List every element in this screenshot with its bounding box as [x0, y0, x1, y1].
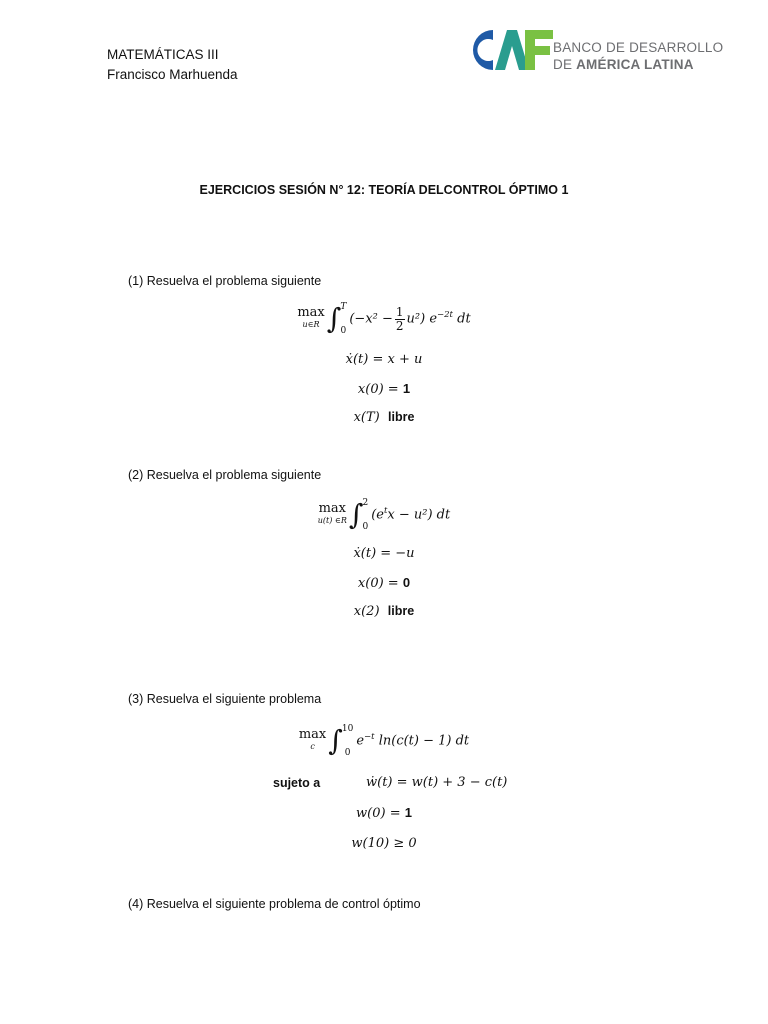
- subject-to-label: sujeto a: [273, 776, 321, 790]
- bank-name-prefix: DE: [553, 57, 577, 72]
- condition-rhs: 1: [404, 805, 412, 820]
- caf-logo-mark: [455, 24, 555, 76]
- course-title: MATEMÁTICAS III: [107, 47, 219, 62]
- fraction-denominator: 2: [395, 318, 404, 333]
- fraction: [395, 306, 405, 333]
- condition-rhs: libre: [388, 410, 415, 424]
- condition-rhs: libre: [387, 604, 415, 618]
- max-word: max: [318, 501, 347, 516]
- bank-name-line2: [553, 57, 694, 72]
- condition-lhs: x(2): [353, 604, 380, 619]
- max-operator: [297, 307, 324, 331]
- upper-limit: T: [340, 302, 347, 312]
- condition-lhs: w(0) =: [356, 806, 405, 821]
- integral-limits: [362, 498, 368, 532]
- problem-3-objective: [0, 724, 768, 758]
- page-title: EJERCICIOS SESIÓN N° 12: TEORÍA DELCONTROL ÓPTIMO 1: [199, 183, 569, 197]
- condition-rhs: 1: [402, 381, 411, 396]
- integrand-part: u²) e: [406, 311, 438, 327]
- max-subscript: u(t) ∈R: [317, 516, 347, 525]
- condition-lhs: x(T): [353, 410, 380, 425]
- max-operator: [299, 729, 326, 753]
- integral-sign: ∫: [328, 724, 343, 757]
- author-name: Francisco Marhuenda: [107, 67, 238, 82]
- upper-limit: 2: [362, 498, 369, 508]
- integral-sign: ∫: [348, 498, 364, 531]
- max-word: max: [297, 305, 325, 320]
- bank-name-line1: BANCO DE DESARROLLO: [553, 40, 724, 55]
- problem-1-label: (1) Resuelva el problema siguiente: [128, 274, 322, 288]
- integral-sign: ∫: [326, 302, 342, 335]
- problem-3-label: (3) Resuelva el siguiente problema: [128, 692, 322, 706]
- condition-rhs: 0: [402, 575, 411, 590]
- caf-logo: [455, 24, 724, 76]
- condition-lhs: x(0) =: [357, 576, 403, 591]
- upper-limit: 10: [341, 724, 354, 734]
- integrand-part: x − u²) dt: [387, 507, 451, 523]
- problem-2-initial-condition: [0, 575, 768, 591]
- problem-1-initial-condition: [0, 381, 768, 397]
- problem-4-label: (4) Resuelva el siguiente problema de control óptimo: [128, 897, 421, 911]
- lower-limit: 0: [344, 748, 351, 758]
- max-word: max: [298, 727, 327, 742]
- problem-2-objective: [0, 498, 768, 532]
- fraction-numerator: 1: [395, 304, 404, 319]
- lower-limit: 0: [362, 522, 369, 532]
- max-subscript: u∈R: [302, 320, 320, 329]
- condition-lhs: x(0) =: [357, 382, 403, 397]
- bank-name-bold: AMÉRICA LATINA: [576, 57, 694, 72]
- problem-1-objective: [0, 302, 768, 336]
- integrand-part: (e: [371, 507, 384, 523]
- exponent: −t: [364, 732, 375, 743]
- problem-1-terminal-condition: [0, 410, 768, 425]
- problem-1-state-equation: ẋ(t) = x + u: [345, 352, 423, 367]
- problem-2-terminal-condition: [0, 604, 768, 619]
- integrand-part: (−x² −: [349, 311, 393, 327]
- integral-limits: [340, 302, 346, 336]
- max-operator: [318, 503, 347, 527]
- problem-3-initial-condition: [0, 805, 768, 821]
- problem-3-terminal-condition: w(10) ≥ 0: [351, 836, 417, 851]
- differential: dt: [452, 311, 471, 327]
- integrand-part: e: [356, 733, 365, 749]
- integral-limits: [342, 724, 353, 758]
- max-subscript: c: [310, 742, 315, 751]
- exponent: −2t: [437, 310, 453, 321]
- exponent: t: [383, 506, 388, 517]
- problem-2-state-equation: ẋ(t) = −u: [353, 546, 415, 561]
- problem-3-state-equation: ẇ(t) = w(t) + 3 − c(t): [366, 775, 508, 790]
- integrand-part: ln(c(t) − 1) dt: [374, 733, 470, 749]
- problem-2-label: (2) Resuelva el problema siguiente: [128, 468, 322, 482]
- lower-limit: 0: [340, 326, 347, 336]
